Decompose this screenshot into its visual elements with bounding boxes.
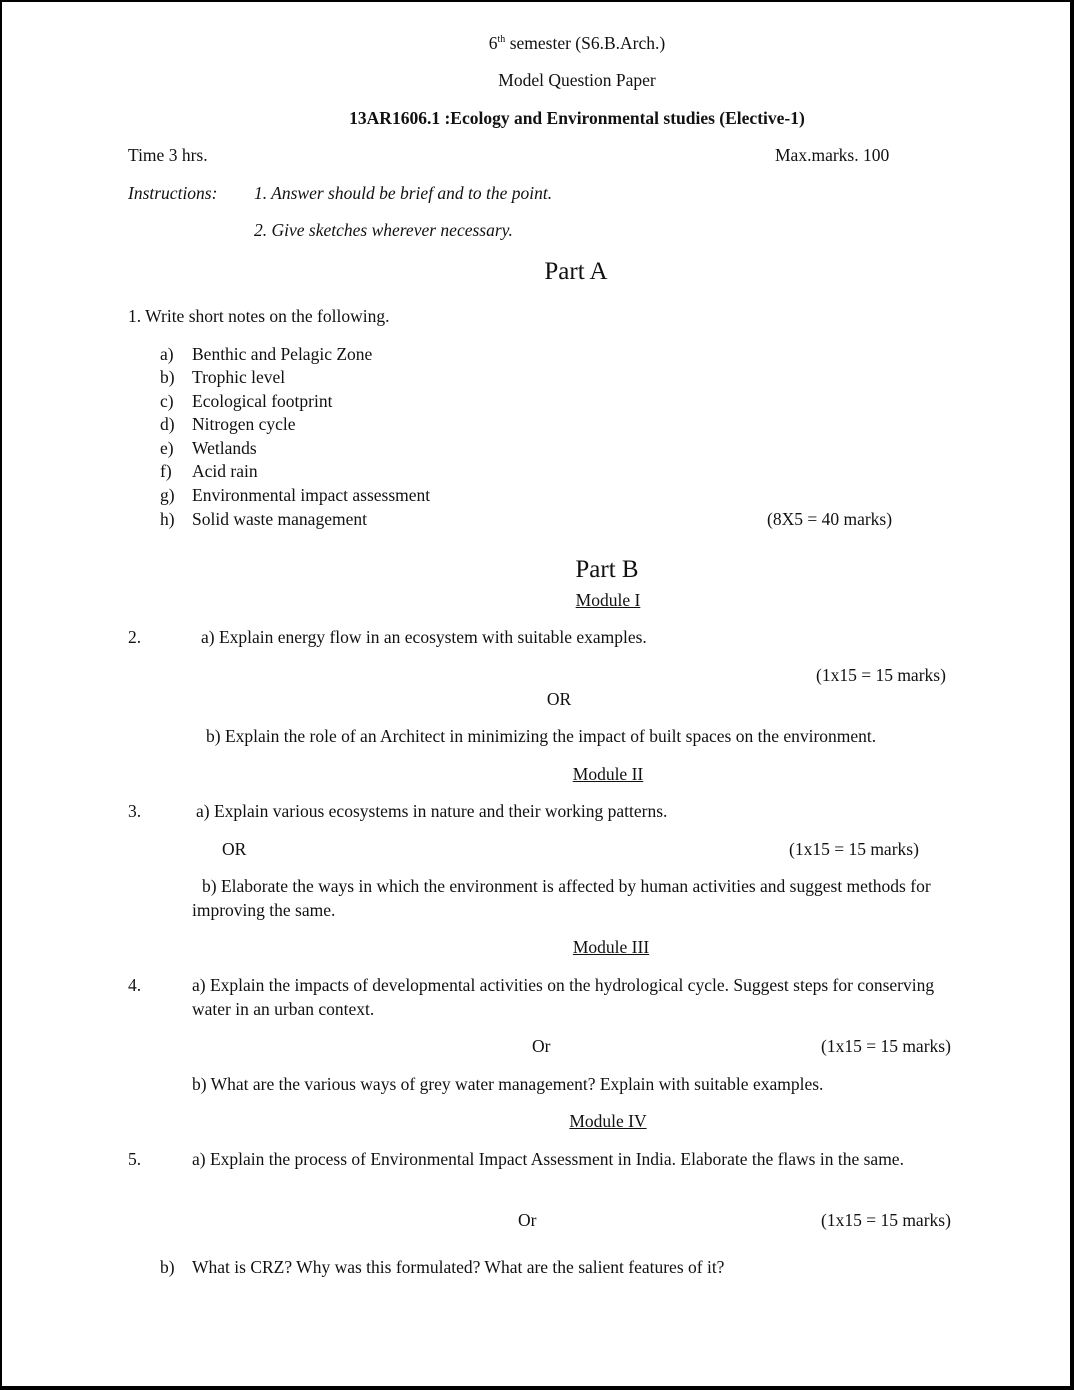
list-item-text: Trophic level [192,367,286,387]
module-title: Module II [572,764,644,784]
part-b-title: Part B [575,556,639,583]
semester-line: 6th semester (S6.B.Arch.) [488,33,666,53]
question-number: 5. [128,1149,142,1169]
question-marks: (1x15 = 15 marks) [821,1210,951,1230]
max-marks: Max.marks. 100 [775,145,890,165]
question-number: 4. [128,975,142,995]
question-option-a-cont: water in an urban context. [192,999,375,1019]
part-a-question: 1. Write short notes on the following. [128,306,390,326]
or-separator: Or [518,1210,537,1230]
question-marks: (1x15 = 15 marks) [821,1036,951,1056]
module-title: Module III [572,937,650,957]
paper-type: Model Question Paper [498,70,656,90]
or-separator: Or [532,1036,551,1056]
module-title: Module IV [569,1111,647,1131]
time-allowed: Time 3 hrs. [128,145,208,165]
list-item-label: g) [160,485,175,505]
question-option-b: What is CRZ? Why was this formulated? What are the salient features of it? [192,1257,725,1277]
list-item-label: a) [160,344,174,364]
instruction-item: 2. Give sketches wherever necessary. [254,220,513,240]
question-option-b: b) Explain the role of an Architect in minimizing the impact of built spaces on the environment. [206,726,877,746]
list-item-label: c) [160,391,174,411]
question-option-a: a) Explain the impacts of developmental activities on the hydrological cycle. Suggest steps for conserving [192,975,935,995]
or-separator: OR [222,839,247,859]
list-item-text: Environmental impact assessment [192,485,431,505]
question-option-b-cont: improving the same. [192,900,336,920]
question-number: 2. [128,627,142,647]
list-item-label: f) [160,461,172,481]
question-marks: (1x15 = 15 marks) [789,839,919,859]
part-a-marks: (8X5 = 40 marks) [767,509,893,529]
question-option-b-label: b) [160,1257,175,1277]
list-item-text: Wetlands [192,438,257,458]
question-option-a: a) Explain the process of Environmental Impact Assessment in India. Elaborate the flaws in the same. [192,1149,904,1169]
list-item-label: e) [160,438,174,458]
question-option-b: b) What are the various ways of grey water management? Explain with suitable examples. [192,1074,824,1094]
list-item-text: Solid waste management [192,509,367,529]
module-title: Module I [575,590,641,610]
instructions-label: Instructions: [128,183,218,203]
question-option-a: a) Explain various ecosystems in nature and their working patterns. [196,801,668,821]
list-item-label: d) [160,414,175,434]
list-item-text: Acid rain [192,461,258,481]
list-item-label: b) [160,367,175,387]
question-option-b: b) Elaborate the ways in which the environment is affected by human activities and suggest methods for [202,876,931,896]
question-number: 3. [128,801,142,821]
question-option-a: a) Explain energy flow in an ecosystem with suitable examples. [201,627,647,647]
course-title: 13AR1606.1 :Ecology and Environmental studies (Elective-1) [349,108,805,128]
question-marks: (1x15 = 15 marks) [816,665,946,685]
part-a-title: Part A [544,258,608,285]
list-item-label: h) [160,509,175,529]
list-item-text: Benthic and Pelagic Zone [192,344,373,364]
or-separator: OR [546,689,572,709]
instruction-item: 1. Answer should be brief and to the point. [254,183,553,203]
list-item-text: Nitrogen cycle [192,414,296,434]
list-item-text: Ecological footprint [192,391,333,411]
